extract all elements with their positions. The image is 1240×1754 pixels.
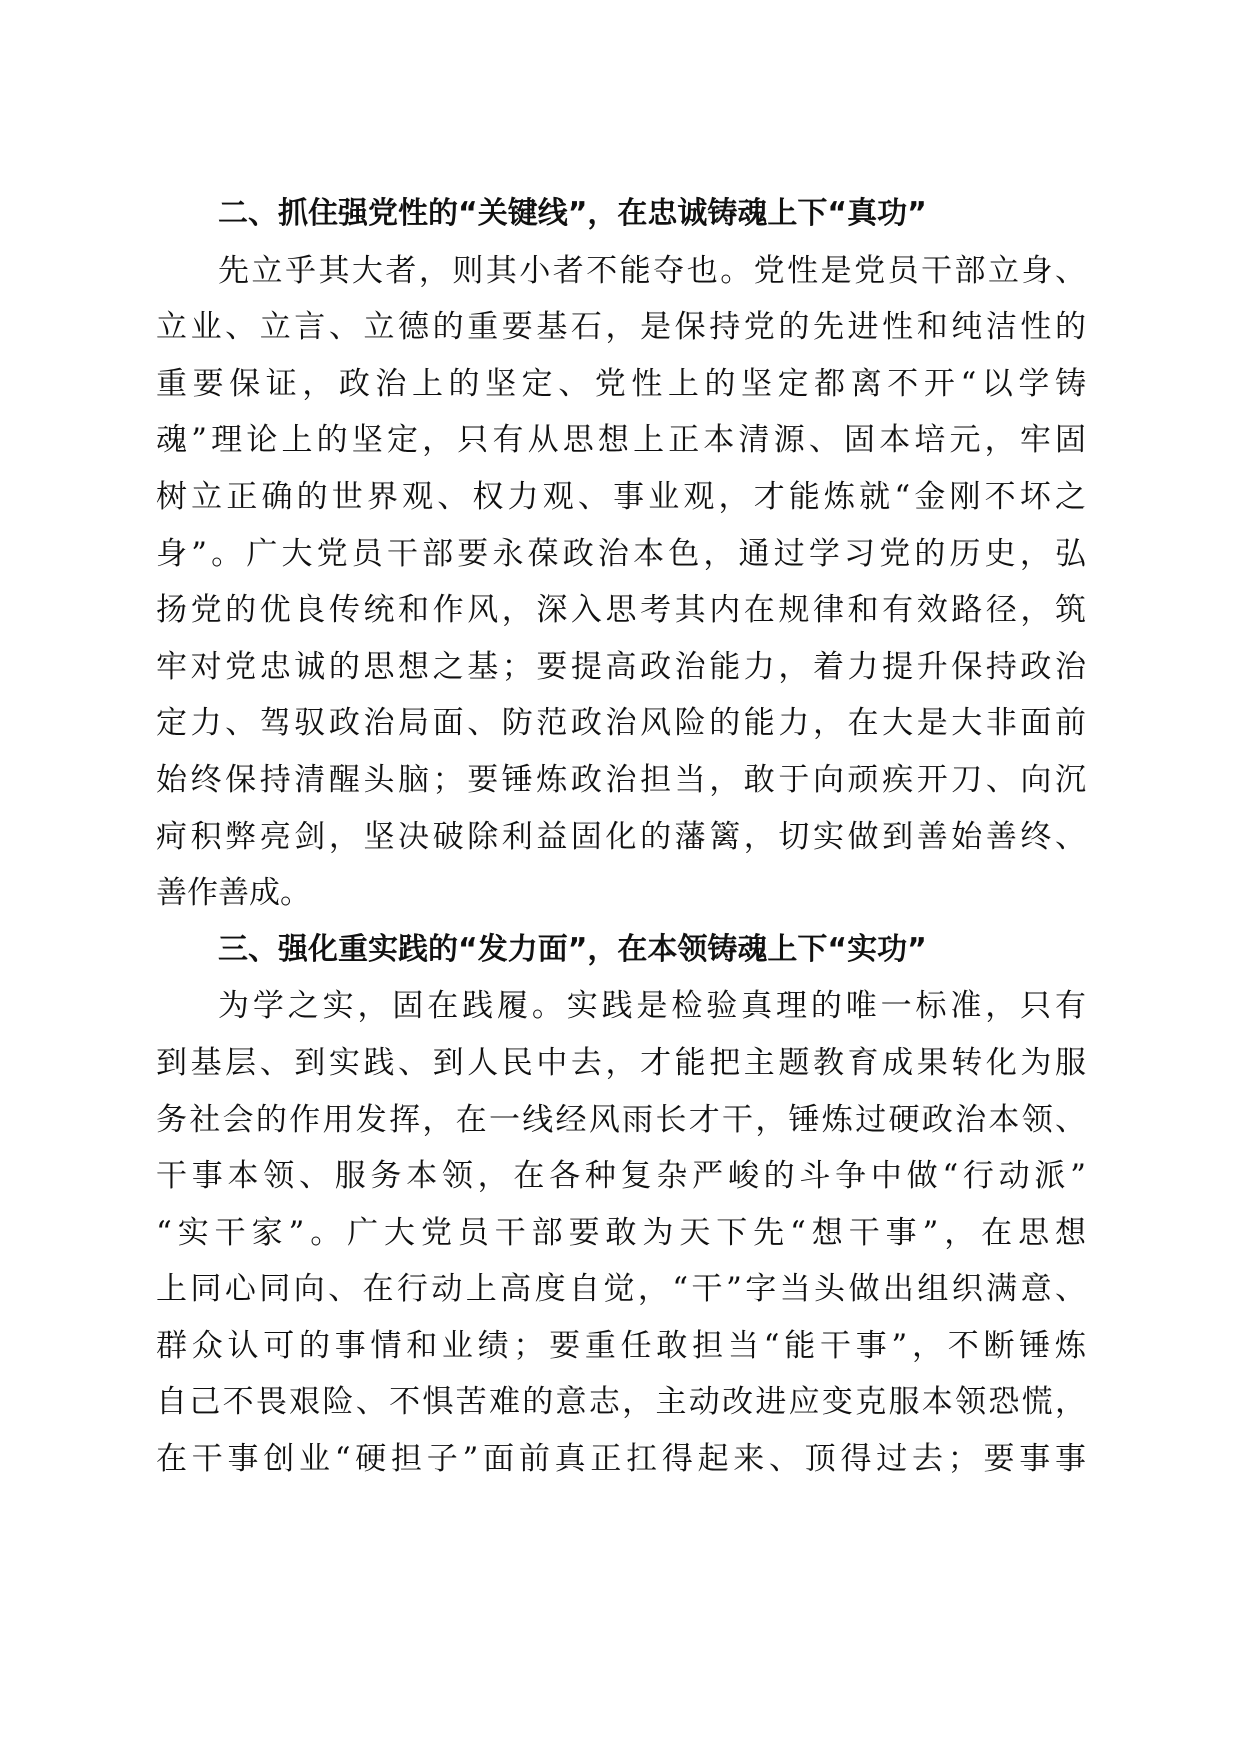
paragraph-line: 到基层、到实践、到人民中去，才能把主题教育成果转化为服: [156, 1044, 1086, 1081]
paragraph-line: 先立乎其大者，则其小者不能夺也。党性是党员干部立身、: [218, 252, 1086, 289]
paragraph-line: 上同心同向、在行动上高度自觉，“干”字当头做出组织满意、: [156, 1271, 1086, 1308]
paragraph-line: 重要保证，政治上的坚定、党性上的坚定都离不开“以学铸: [156, 365, 1086, 402]
paragraph-line: 善作善成。: [156, 875, 311, 912]
paragraph-line: 为学之实，固在践履。实践是检验真理的唯一标准，只有: [218, 988, 1086, 1025]
paragraph-line: 立业、立言、立德的重要基石，是保持党的先进性和纯洁性的: [156, 309, 1086, 346]
paragraph-line: 定力、驾驭政治局面、防范政治风险的能力，在大是大非面前: [156, 705, 1086, 742]
paragraph-line: 牢对党忠诚的思想之基；要提高政治能力，着力提升保持政治: [156, 648, 1086, 685]
document-body: [156, 186, 1086, 1488]
paragraph-line: 树立正确的世界观、权力观、事业观，才能炼就“金刚不坏之: [156, 478, 1086, 515]
paragraph-line: 身”。广大党员干部要永葆政治本色，通过学习党的历史，弘: [156, 535, 1086, 572]
paragraph-line: 务社会的作用发挥，在一线经风雨长才干，锤炼过硬政治本领、: [156, 1101, 1086, 1138]
section-heading-2: 二、抓住强党性的“关键线”，在忠诚铸魂上下“真功”: [218, 196, 927, 231]
paragraph-line: 始终保持清醒头脑；要锤炼政治担当，敢于向顽疾开刀、向沉: [156, 761, 1086, 798]
paragraph-line: 群众认可的事情和业绩；要重任敢担当“能干事”，不断锤炼: [156, 1327, 1086, 1364]
paragraph-line: “实干家”。广大党员干部要敢为天下先“想干事”，在思想: [156, 1214, 1086, 1251]
paragraph-line: 干事本领、服务本领，在各种复杂严峻的斗争中做“行动派”: [156, 1158, 1086, 1195]
paragraph-line: 疴积弊亮剑，坚决破除利益固化的藩篱，切实做到善始善终、: [156, 818, 1086, 855]
paragraph-line: 魂”理论上的坚定，只有从思想上正本清源、固本培元，牢固: [156, 422, 1086, 459]
section-heading-3: 三、强化重实践的“发力面”，在本领铸魂上下“实功”: [218, 931, 927, 967]
paragraph-line: 扬党的优良传统和作风，深入思考其内在规律和有效路径，筑: [156, 592, 1086, 629]
paragraph-line: 在干事创业“硬担子”面前真正扛得起来、顶得过去；要事事: [156, 1441, 1086, 1478]
paragraph-line: 自己不畏艰险、不惧苦难的意志，主动改进应变克服本领恐慌，: [156, 1384, 1086, 1421]
